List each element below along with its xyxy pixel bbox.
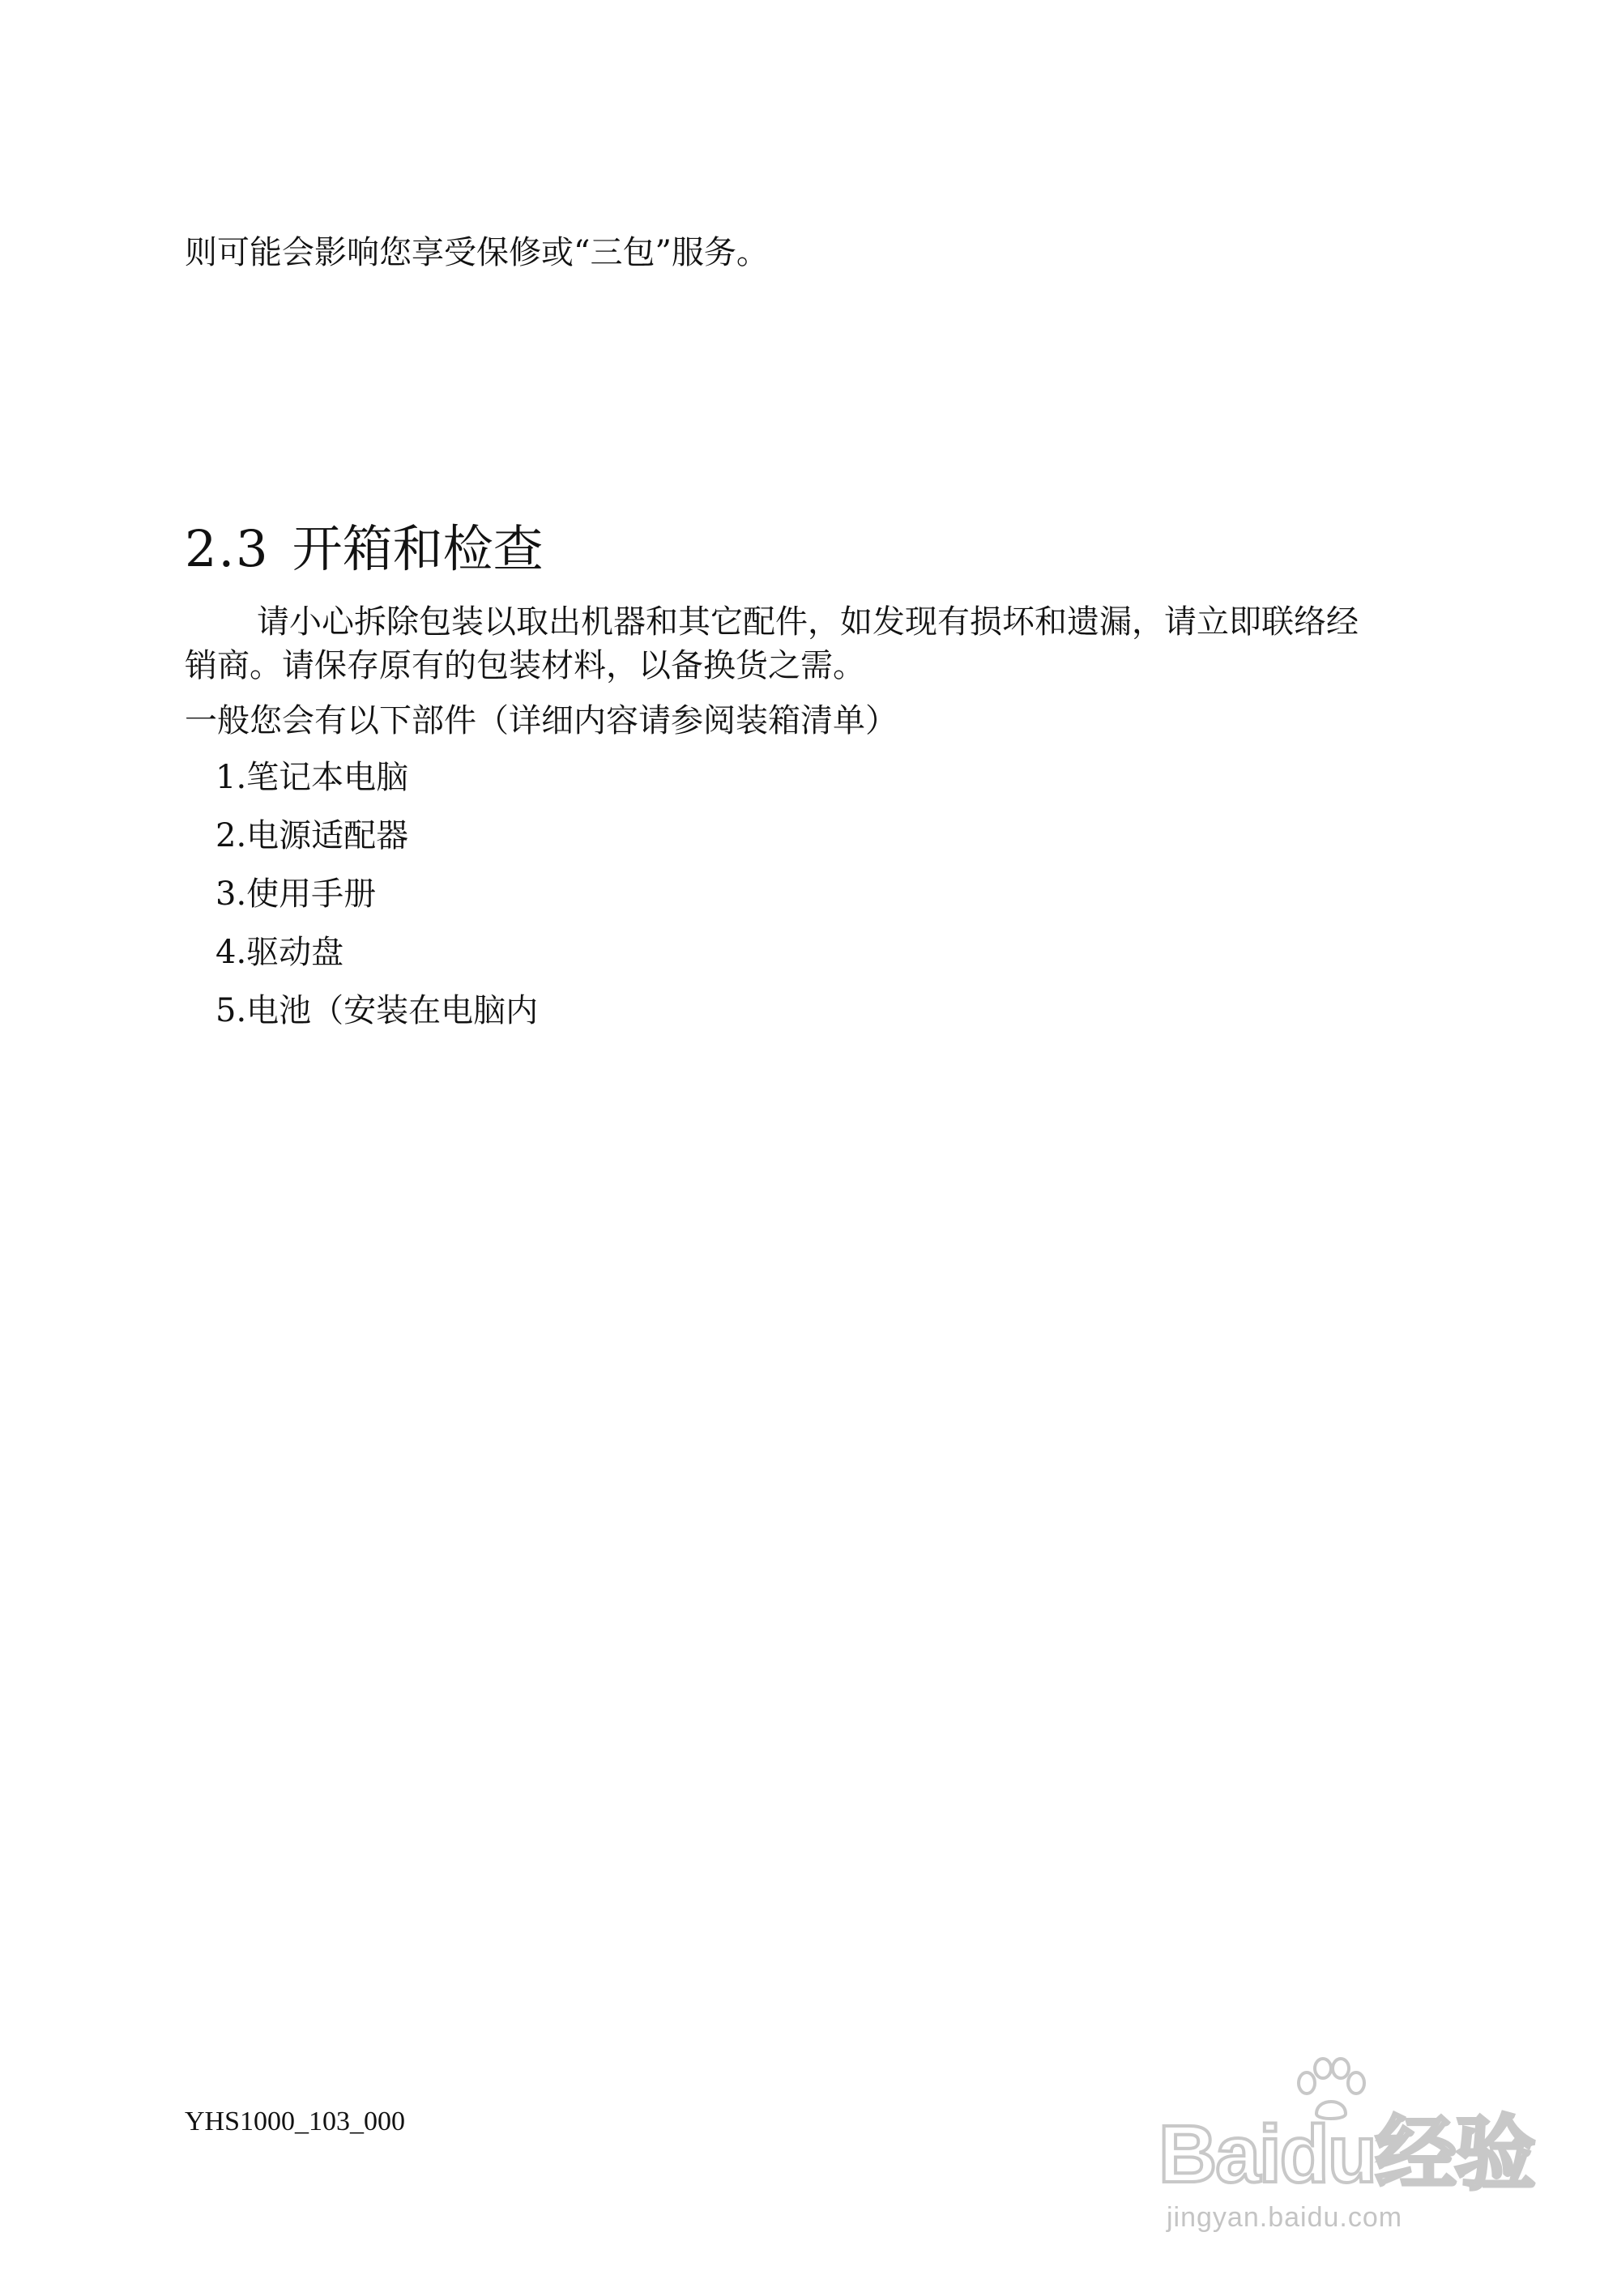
document-code: YHS1000_103_000	[185, 2106, 406, 2136]
section-heading	[185, 518, 544, 580]
baidu-jingyan-watermark	[1150, 2057, 1555, 2235]
list-item: 3.使用手册	[215, 875, 377, 913]
section-number: 2.3	[185, 519, 270, 578]
parts-intro: 一般您会有以下部件（详细内容请参阅装箱清单）	[185, 702, 898, 739]
list-item: 2.电源适配器	[215, 817, 409, 854]
watermark-url: jingyan.baidu.com	[1167, 2202, 1403, 2233]
carried-over-sentence: 则可能会影响您享受保修或“三包”服务。	[185, 234, 769, 271]
paragraph-line: 请小心拆除包装以取出机器和其它配件，如发现有损坏和遗漏，请立即联络经	[257, 603, 1359, 641]
list-item: 4.驱动盘	[215, 934, 344, 971]
section-title: 开箱和检查	[292, 519, 544, 578]
paragraph-line: 销商。请保存原有的包装材料，以备换货之需。	[185, 647, 865, 684]
watermark-logo-text: Baidu经验	[1158, 2109, 1534, 2200]
list-item: 1.笔记本电脑	[215, 759, 409, 796]
list-item: 5.电池（安装在电脑内	[215, 992, 539, 1029]
